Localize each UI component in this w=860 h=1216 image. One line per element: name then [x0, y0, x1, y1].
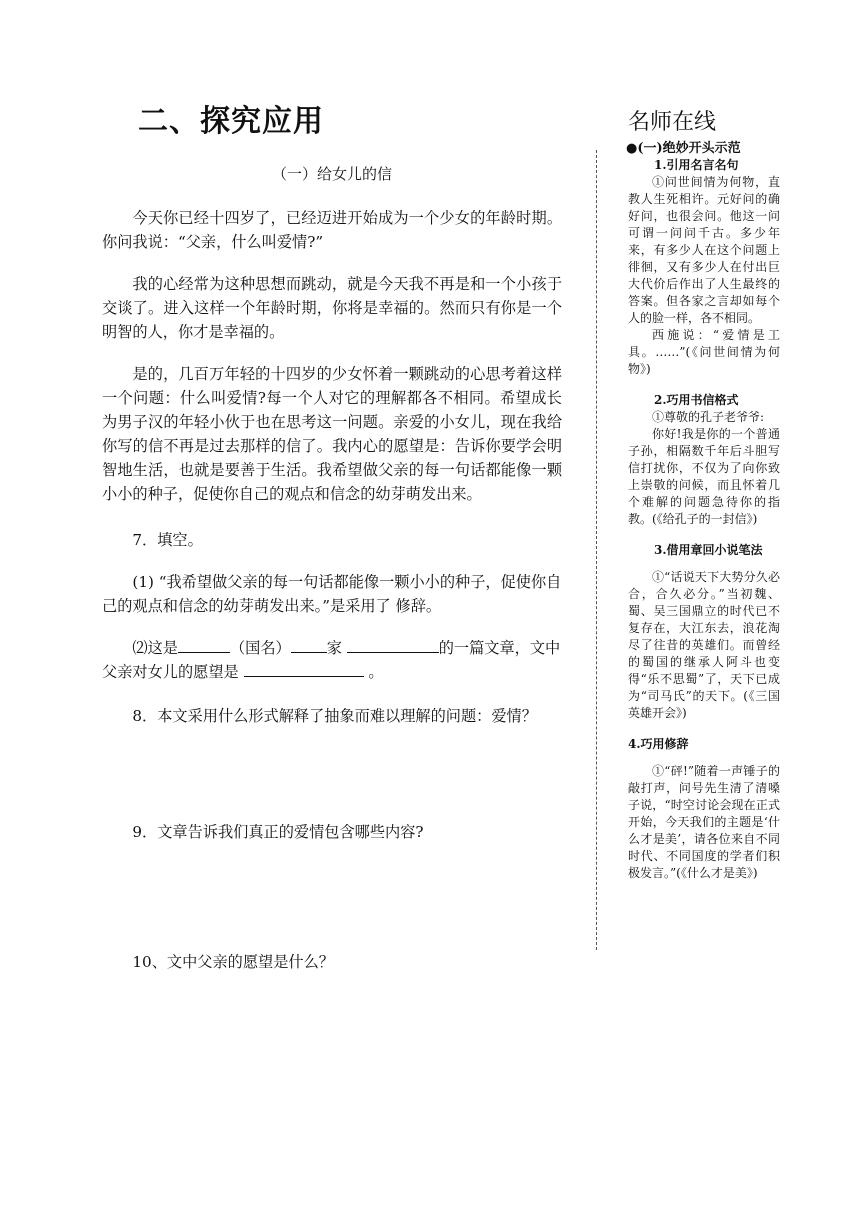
question-7-2: [102, 636, 562, 684]
question-7-2-text: ⑵这是: [132, 639, 178, 657]
question-9: 9．文章告诉我们真正的爱情包含哪些内容?: [132, 823, 424, 841]
question-7-2-text: 。: [363, 663, 384, 681]
passage-paragraph: 我的心经常为这种思想而跳动，就是今天我不再是和一个小孩于交谈了。进入这样一个年龄时期，你将是幸福的。然而只有你是一个明智的人，你才是幸福的。: [102, 275, 562, 341]
sidebar-column: [628, 108, 780, 882]
sidebar-subheading: 2.巧用书信格式: [654, 393, 739, 407]
question-7-2-text: 家: [326, 639, 347, 657]
sidebar-paragraph: ①问世间情为何物，直教人生死相许。元好问的确好问，也很会问。他这一问可谓一问问千古。多少年来，有多少人在这个问题上徘徊，又有多少人在付出巨大代价后作出了人生最终的答案。但各家之言却如每个人的脸一样，各不相同。: [628, 175, 780, 325]
question-10: 10、文中父亲的愿望是什么？: [132, 953, 334, 971]
passage-title: （一）给女儿的信: [271, 165, 392, 183]
sidebar-paragraph: ①“砰!”随着一声锤子的敲打声，问号先生清了清嗓子说，“时空讨论会现在正式开始，今天我们的主题是‘什么才是美’，请各位来自不同时代、不同国度的学者们积极发言。”(《什么才是美》): [628, 764, 780, 880]
answer-blank-nationality[interactable]: [291, 636, 327, 653]
section-heading: 二、探究应用: [138, 104, 324, 139]
sidebar-paragraph: 你好!我是你的一个普通子孙，相隔数千年后斗胆写信打扰你，不仅为了向你致上崇敬的问候，而且怀着几个难解的问题急待你的指教。(《给孔子的一封信》): [628, 427, 780, 526]
column-divider: [596, 150, 597, 950]
passage-paragraph: 是的，几百万年轻的十四岁的少女怀着一颗跳动的心思考着这样一个问题：什么叫爱情?每一个人对它的理解都各不相同。希望成长为男子汉的年轻小伙于也在思考这一问题。亲爱的小女儿，现在我给你写的信不再是过去那样的信了。我内心的愿望是：告诉你要学会明智地生活，也就是要善于生活。我希望做父亲的每一句话都能像一颗小小的种子，促使你自己的观点和信念的幼芽萌发出来。: [102, 365, 562, 503]
question-8: 8．本文采用什么形式解释了抽象而难以理解的问题：爱情？: [132, 707, 537, 725]
answer-blank-country[interactable]: [178, 636, 230, 653]
sidebar-title: 名师在线: [628, 110, 717, 135]
question-7-1: (1) “我希望做父亲的每一句话都能像一颗小小的种子，促使你自己的观点和信念的幼芽萌发出来。”是采用了 修辞。: [102, 573, 562, 615]
question-7-2-text: 的一篇文章，文中父亲对女儿的愿望是: [102, 639, 561, 681]
sidebar-paragraph: ①尊敬的孔子老爷爷:: [652, 410, 765, 424]
question-7-2-text: （国名）: [229, 639, 291, 657]
answer-blank-author[interactable]: [347, 636, 439, 653]
main-column: [102, 100, 562, 974]
answer-blank-wish[interactable]: [244, 660, 364, 677]
passage-paragraph: 今天你已经十四岁了，已经迈进开始成为一个少女的年龄时期。你问我说：“父亲，什么叫爱情?”: [102, 209, 562, 251]
question-7: 7．填空。: [132, 531, 203, 549]
sidebar-subheading: 4.巧用修辞: [628, 737, 689, 751]
sidebar-paragraph: ①“话说天下大势分久必合，合久必分。”当初魏、蜀、吴三国鼎立的时代已不复存在，大江东去，浪花淘尽了往昔的英雄们。而曾经的蜀国的继承人阿斗也变得“乐不思蜀”了，天下已成为“司马氏”的天下。(《三国英雄开会》): [628, 570, 780, 720]
sidebar-subheading: 1.引用名言名句: [654, 158, 739, 172]
sidebar-paragraph: 西施说：“爱情是工具。……”(《问世间情为何物》): [628, 328, 780, 376]
sidebar-subheading: 3.借用章回小说笔法: [654, 543, 763, 557]
sidebar-section-heading: ●(一)绝妙开头示范: [626, 141, 741, 156]
